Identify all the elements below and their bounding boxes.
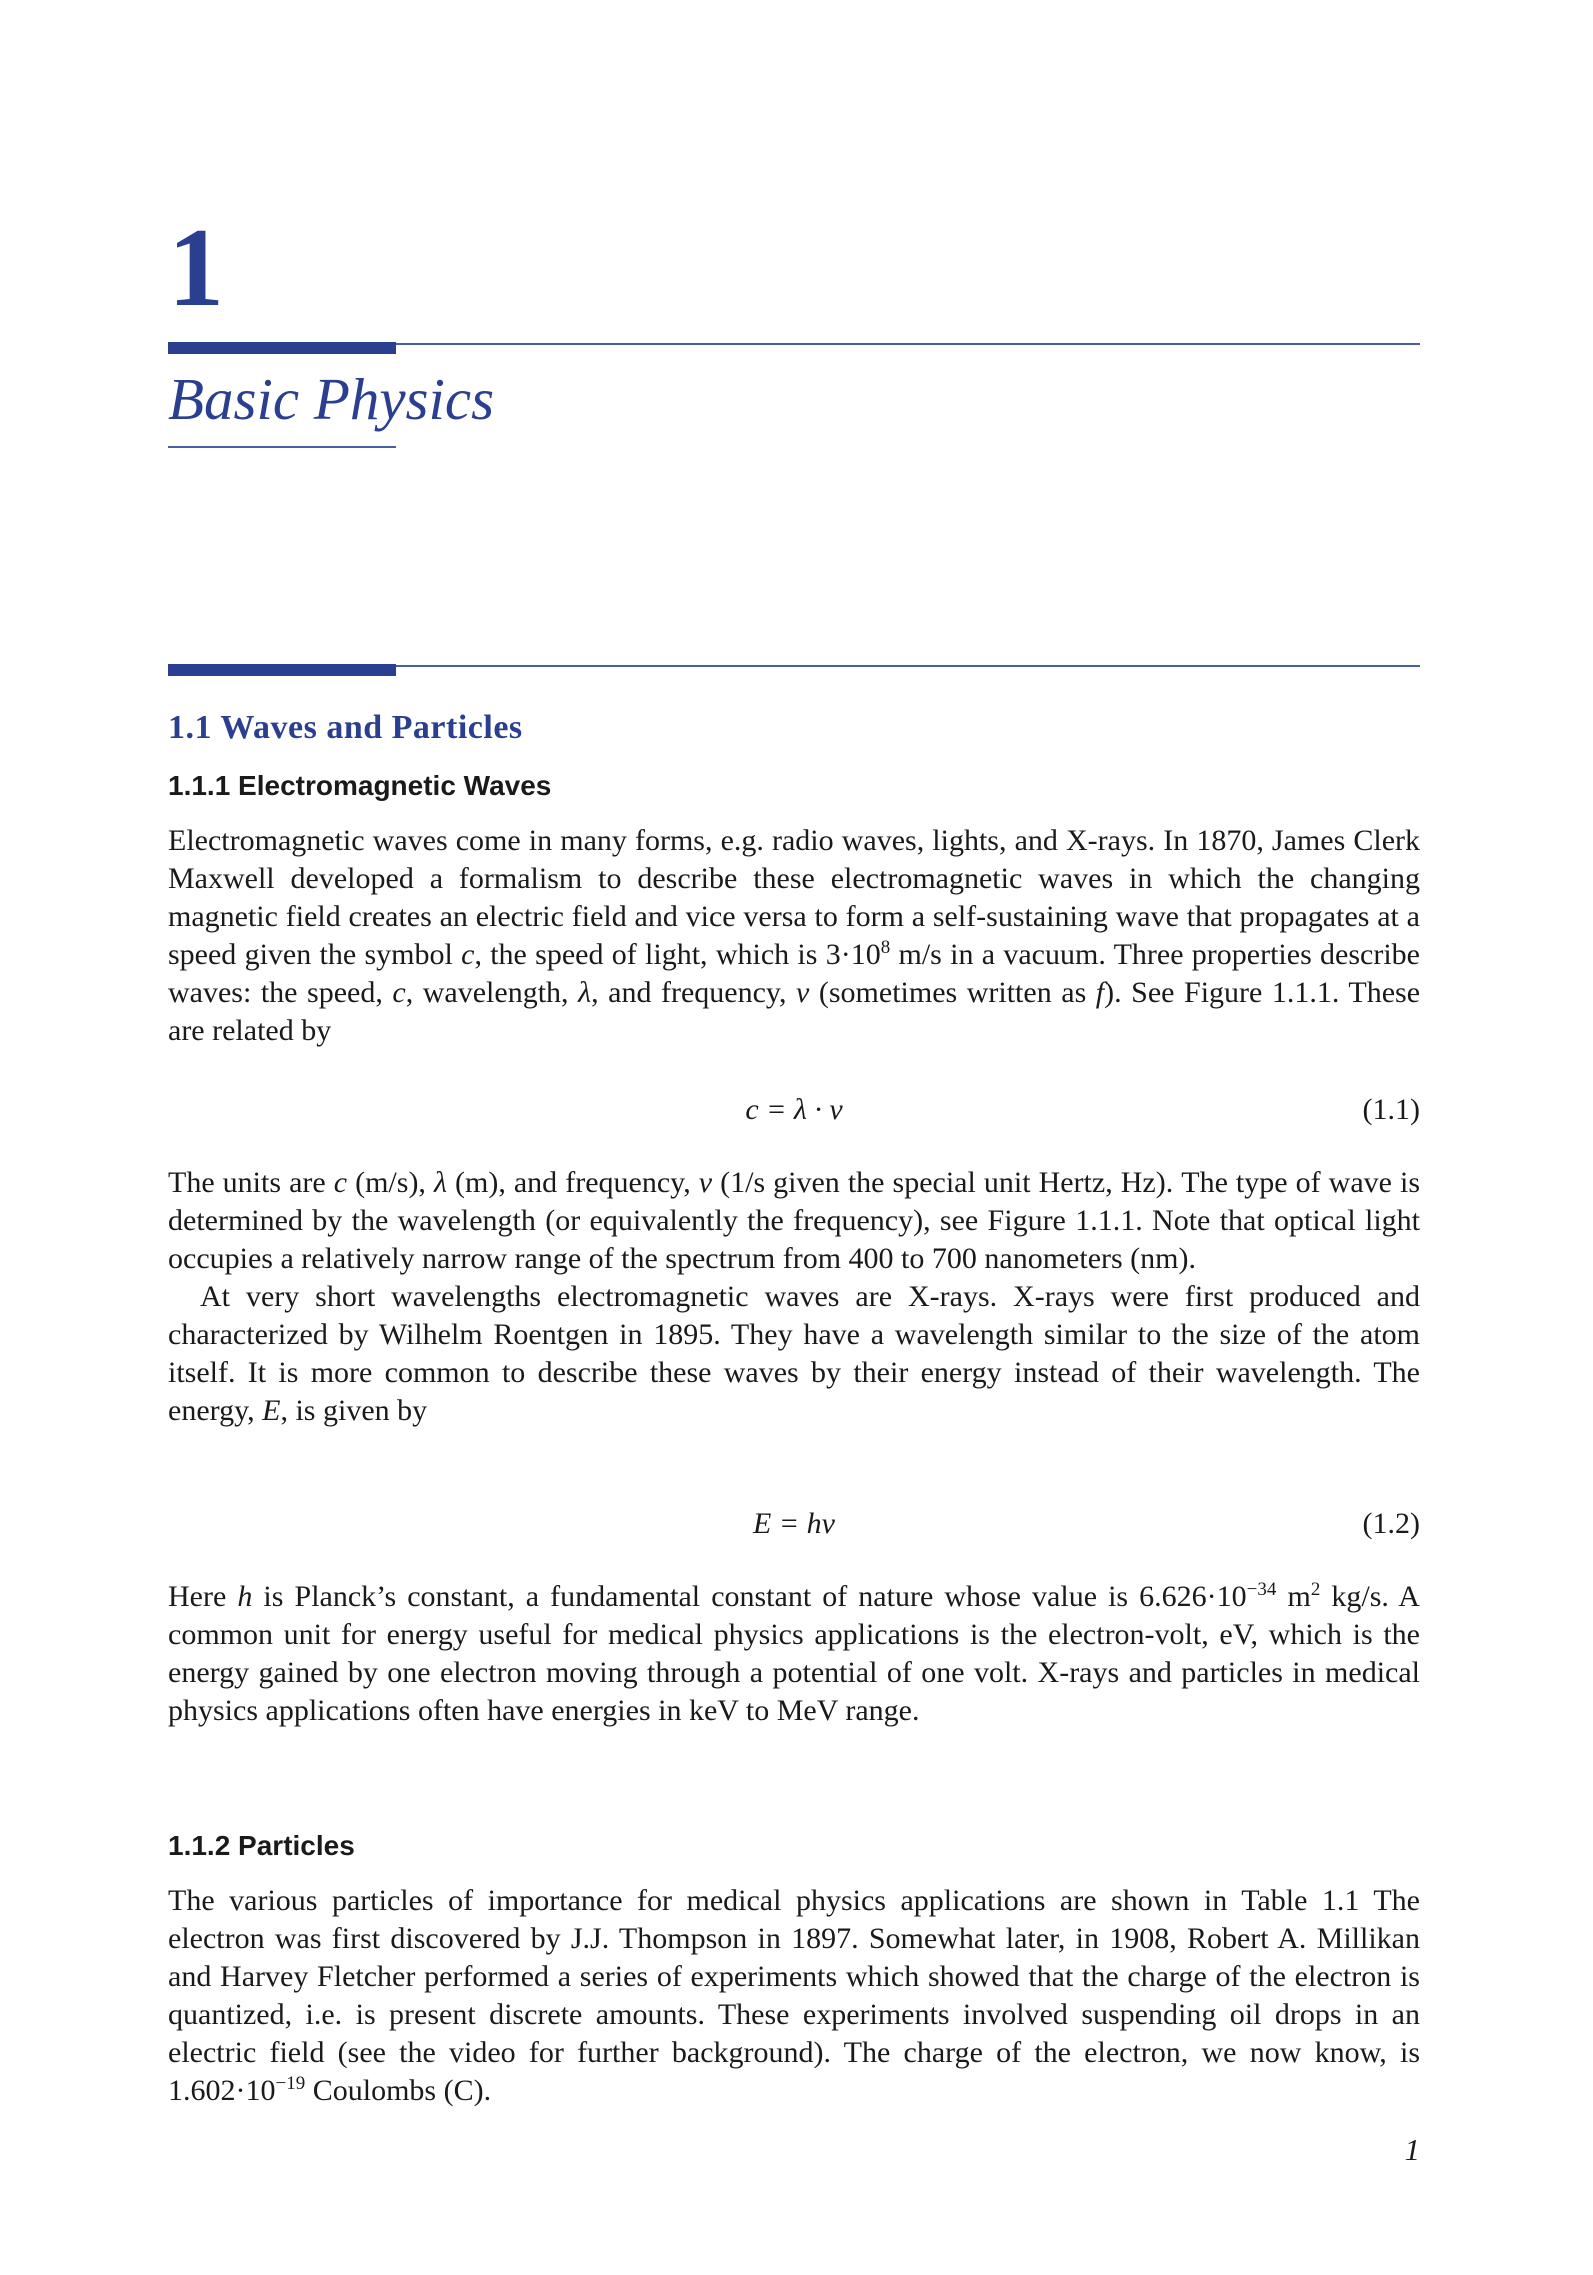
- equation-1-2: [168, 1504, 1420, 1544]
- section-title: 1.1 Waves and Particles: [168, 709, 523, 746]
- paragraph-units: The units are c (m/s), λ (m), and frequency, ν (1/s given the special unit Hertz, Hz). The type of wave is determined by the wavelength (or equivalently the frequency), see Figure 1.1.1. Note that optical light occupies a relatively narrow range of the spectrum from 400 to 700 nanometers (nm). At very short wavelengths electromagnetic waves are X-rays. X-rays were first produced and characterized by Wilhelm Roentgen in 1895. They have a wavelength similar to the size of the atom itself. It is more common to describe these waves by their energy instead of their wavelength. The energy, E, is given by: [168, 1166, 1421, 1427]
- chapter-rule-thin: [396, 343, 1420, 345]
- subsection-title-particles: 1.1.2 Particles: [168, 1830, 355, 1861]
- chapter-title-underline: [168, 446, 396, 448]
- paragraph-em-waves-intro: Electromagnetic waves come in many forms, e.g. radio waves, lights, and X-rays. In 1870, James Clerk Maxwell developed a formalism to describe these electromagnetic waves in which the changing magnetic field creates an electric field and vice versa to form a self-sustaining wave that propagates at a speed given the symbol c, the speed of light, which is $3\cdot 10^8$ m/s in a vacuum. Three properties describe waves: the speed, c, wavelength, λ, and frequency, ν (sometimes written as f). See Figure 1.1.1. These are related by: [168, 824, 1421, 1047]
- paragraph-planck: Here h is Planck’s constant, a fundamental constant of nature whose value is $6.626\cdot 10^{-34}$ $m^2$ kg/s. A common unit for energy useful for medical physics applications is the electron-volt, eV, which is the energy gained by one electron moving through a potential of one volt. X-rays and particles in medical physics applications often have energies in keV to MeV range.: [168, 1579, 1420, 1727]
- equation-number: (1.2): [1362, 1507, 1420, 1540]
- section-rule-thin: [396, 665, 1420, 667]
- section-rule-thick: [168, 664, 396, 676]
- equation-number: (1.1): [1362, 1093, 1420, 1126]
- equation-body: c = λ · ν: [745, 1093, 843, 1126]
- equation-body: E = hν: [753, 1507, 835, 1540]
- chapter-rule-thick: [168, 342, 396, 354]
- subsection-title-electromagnetic-waves: 1.1.1 Electromagnetic Waves: [168, 770, 552, 801]
- page-number: 1: [1404, 2132, 1420, 2167]
- chapter-number: 1: [168, 206, 224, 330]
- equation-1-1: [168, 1090, 1420, 1130]
- paragraph-particles: The various particles of importance for medical physics applications are shown in Table 1.1 The electron was first discovered by J.J. Thompson in 1897. Somewhat later, in 1908, Robert A. Millikan and Harvey Fletcher performed a series of experiments which showed that the charge of the electron is quantized, i.e. is present discrete amounts. These experiments involved suspending oil drops in an electric field (see the video for further background). The charge of the electron, we now know, is $1.602\cdot 10^{-19}$ Coulombs (C).: [168, 1884, 1420, 2107]
- chapter-title: Basic Physics: [168, 366, 495, 432]
